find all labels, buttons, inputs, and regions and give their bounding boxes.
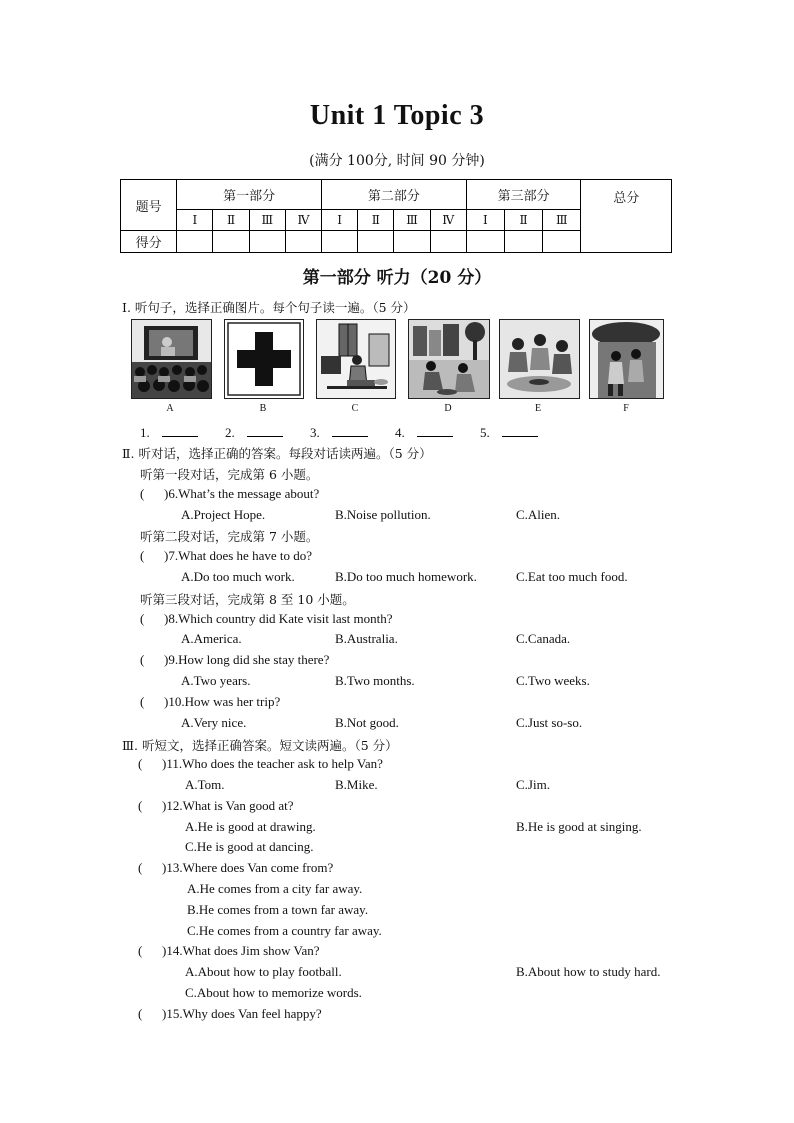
dialogue2-note: 听第二段对话，完成第 7 小题。	[140, 529, 319, 544]
score-cell[interactable]	[505, 231, 543, 253]
col-p2-1: Ⅰ	[322, 210, 358, 231]
score-cell[interactable]	[322, 231, 358, 253]
dialogue3-note: 听第三段对话，完成第 8 至 10 小题。	[140, 592, 355, 607]
question-10: )10.How was her trip?	[164, 694, 281, 709]
option-11a: A.Tom.	[185, 777, 225, 792]
page-title: Unit 1 Topic 3	[309, 100, 485, 131]
option-6c: C.Alien.	[516, 507, 561, 522]
blank-number: 4.	[395, 425, 405, 440]
option-6b: B.Noise pollution.	[335, 507, 431, 522]
picture-f-shop	[589, 319, 664, 399]
question-7: )7.What does he have to do?	[164, 548, 313, 563]
picture-c-kitchen	[316, 319, 396, 399]
blank-number: 2.	[225, 425, 235, 440]
option-8a: A.America.	[181, 631, 242, 646]
part3-header: 第三部分	[466, 180, 581, 210]
option-12b: B.He is good at singing.	[516, 819, 642, 834]
option-10b: B.Not good.	[335, 715, 399, 730]
answer-paren[interactable]: (	[138, 943, 143, 958]
option-13c: C.He comes from a country far away.	[187, 923, 382, 938]
option-9c: C.Two weeks.	[516, 673, 590, 688]
answer-paren[interactable]: (	[140, 652, 145, 667]
col-p1-3: Ⅲ	[249, 210, 285, 231]
score-cell[interactable]	[213, 231, 249, 253]
answer-blank[interactable]	[332, 424, 368, 437]
question-8: )8.Which country did Kate visit last month?	[164, 611, 393, 626]
answer-paren[interactable]: (	[140, 611, 145, 626]
score-cell[interactable]	[358, 231, 394, 253]
question-6: )6.What’s the message about?	[164, 486, 320, 501]
score-table	[120, 179, 672, 253]
blank-number: 1.	[140, 425, 150, 440]
option-12a: A.He is good at drawing.	[185, 819, 316, 834]
option-7a: A.Do too much work.	[181, 569, 295, 584]
col-p1-2: Ⅱ	[213, 210, 249, 231]
option-6a: A.Project Hope.	[181, 507, 266, 522]
col-p3-1: Ⅰ	[466, 210, 504, 231]
answer-paren[interactable]: (	[138, 860, 143, 875]
answer-paren[interactable]: (	[140, 548, 145, 563]
score-cell[interactable]	[430, 231, 466, 253]
question-15: )15.Why does Van feel happy?	[162, 1006, 322, 1021]
picture-label-b: B	[259, 403, 267, 414]
option-12c: C.He is good at dancing.	[185, 839, 314, 854]
option-14c: C.About how to memorize words.	[185, 985, 362, 1000]
option-11b: B.Mike.	[335, 777, 378, 792]
picture-label-e: E	[534, 403, 542, 414]
answer-paren[interactable]: (	[138, 756, 143, 771]
option-8c: C.Canada.	[516, 631, 571, 646]
option-10c: C.Just so-so.	[516, 715, 583, 730]
answer-paren[interactable]: (	[138, 798, 143, 813]
section3-instruction: Ⅲ. 听短文，选择正确答案。短文读两遍。（5 分）	[122, 738, 398, 753]
option-13b: B.He comes from a town far away.	[187, 902, 369, 917]
question-9: )9.How long did she stay there?	[164, 652, 330, 667]
picture-b-cross	[224, 319, 304, 399]
score-cell[interactable]	[177, 231, 213, 253]
option-10a: A.Very nice.	[181, 715, 247, 730]
part2-header: 第二部分	[322, 180, 467, 210]
col-p2-3: Ⅲ	[394, 210, 430, 231]
option-13a: A.He comes from a city far away.	[187, 881, 363, 896]
blank-number: 5.	[480, 425, 490, 440]
picture-e-picnic	[499, 319, 580, 399]
picture-label-d: D	[444, 403, 452, 414]
score-cell[interactable]	[285, 231, 321, 253]
col-p3-3: Ⅲ	[543, 210, 581, 231]
question-13: )13.Where does Van come from?	[162, 860, 334, 875]
total-header: 总分	[581, 180, 672, 253]
col-p1-4: Ⅳ	[285, 210, 321, 231]
answer-paren[interactable]: (	[140, 694, 145, 709]
score-cell[interactable]	[249, 231, 285, 253]
col-p2-4: Ⅳ	[430, 210, 466, 231]
question-14: )14.What does Jim show Van?	[162, 943, 320, 958]
blank-number: 3.	[310, 425, 320, 440]
picture-d-planting	[408, 319, 490, 399]
answer-blanks	[140, 424, 562, 441]
col-p1-1: Ⅰ	[177, 210, 213, 231]
picture-label-a: A	[166, 403, 174, 414]
option-9b: B.Two months.	[335, 673, 415, 688]
picture-label-c: C	[351, 403, 359, 414]
answer-blank[interactable]	[162, 424, 198, 437]
option-9a: A.Two years.	[181, 673, 251, 688]
answer-blank[interactable]	[247, 424, 283, 437]
picture-label-f: F	[623, 403, 629, 414]
col-p2-2: Ⅱ	[358, 210, 394, 231]
answer-blank[interactable]	[502, 424, 538, 437]
dialogue1-note: 听第一段对话，完成第 6 小题。	[140, 467, 319, 482]
picture-a-cinema	[131, 319, 212, 399]
row-label-score: 得分	[121, 231, 177, 253]
section1-instruction: Ⅰ. 听句子，选择正确图片。每个句子读一遍。（5 分）	[122, 300, 416, 315]
option-8b: B.Australia.	[335, 631, 398, 646]
option-14b: B.About how to study hard.	[516, 964, 661, 979]
question-12: )12.What is Van good at?	[162, 798, 294, 813]
question-11: )11.Who does the teacher ask to help Van?	[162, 756, 383, 771]
section2-instruction: Ⅱ. 听对话，选择正确的答案。每段对话读两遍。（5 分）	[122, 446, 432, 461]
part1-heading: 第一部分 听力（20 分）	[302, 268, 492, 288]
option-7b: B.Do too much homework.	[335, 569, 477, 584]
score-cell[interactable]	[394, 231, 430, 253]
option-14a: A.About how to play football.	[185, 964, 342, 979]
part1-header: 第一部分	[177, 180, 322, 210]
page-subtitle: (满分 100分, 时间 90 分钟)	[309, 153, 485, 169]
option-7c: C.Eat too much food.	[516, 569, 628, 584]
answer-paren[interactable]: (	[138, 1006, 143, 1021]
option-11c: C.Jim.	[516, 777, 550, 792]
answer-paren[interactable]: (	[140, 486, 145, 501]
score-cell[interactable]	[543, 231, 581, 253]
score-cell[interactable]	[466, 231, 504, 253]
answer-blank[interactable]	[417, 424, 453, 437]
col-p3-2: Ⅱ	[505, 210, 543, 231]
row-label-number: 题号	[121, 180, 177, 231]
